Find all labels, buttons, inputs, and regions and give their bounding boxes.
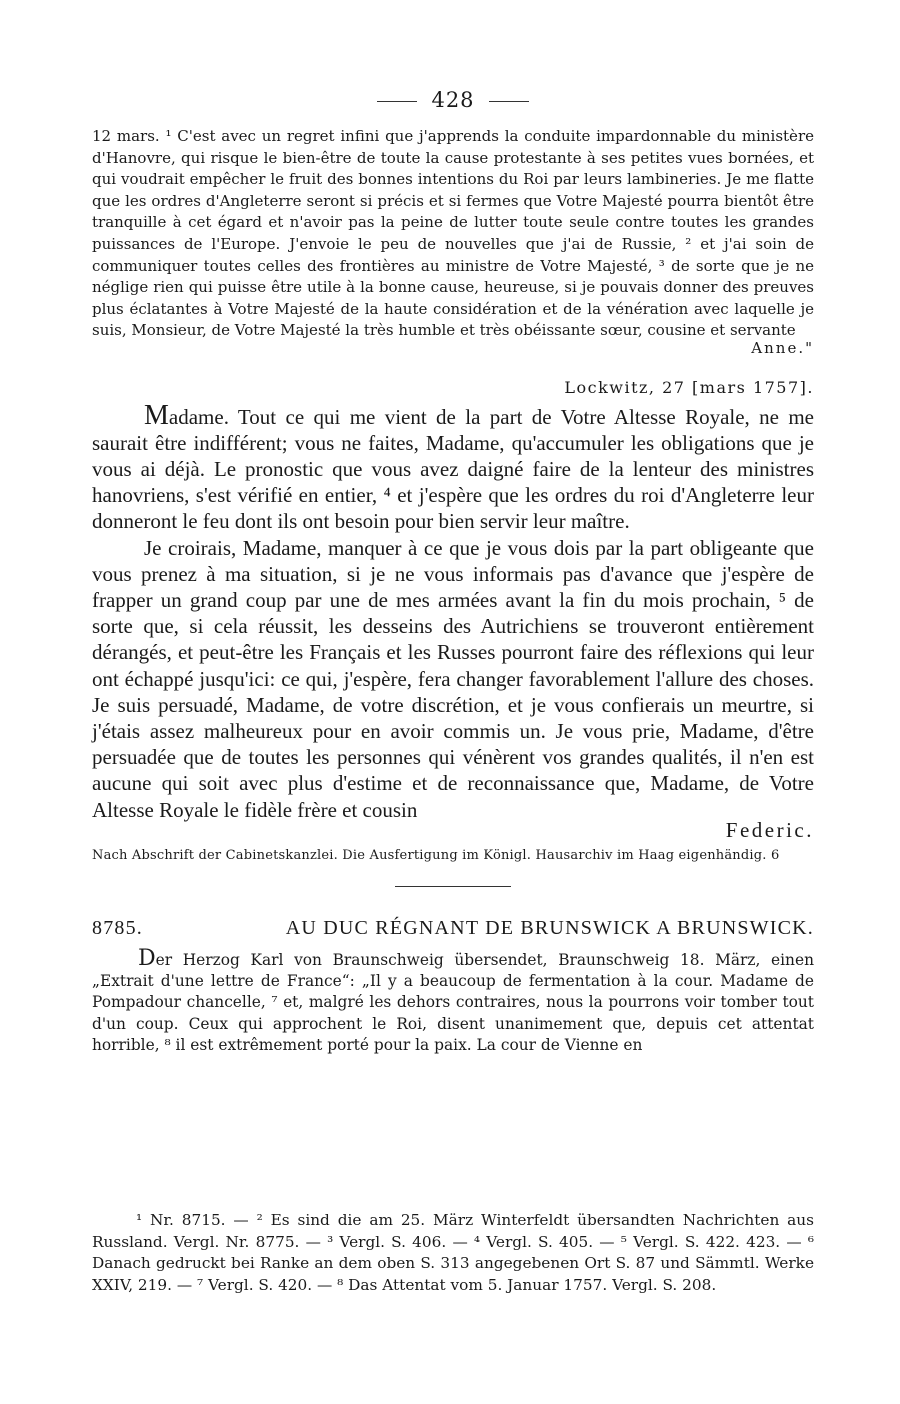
page-header bbox=[92, 88, 814, 112]
section-divider bbox=[395, 886, 511, 887]
letter-federic-paragraph-1 bbox=[92, 399, 814, 535]
section-title: AU DUC RÉGNANT DE BRUNSWICK A BRUNSWICK. bbox=[285, 916, 814, 939]
letter-dateline: Lockwitz, 27 [mars 1757]. bbox=[564, 377, 814, 397]
section-initial: D bbox=[138, 945, 156, 971]
letter-anne-signature: Anne." bbox=[751, 338, 814, 357]
section-number: 8785. bbox=[92, 916, 143, 939]
letter-federic bbox=[92, 399, 814, 843]
letter-anne bbox=[92, 126, 814, 360]
letter-federic-signature: Federic. bbox=[725, 817, 814, 842]
page-body bbox=[92, 88, 814, 1056]
letter-federic-para1-text: adame. Tout ce qui me vient de la part de Votre Altesse Royale, ne me saurait être indifférent; vous ne faites, Madame, qu'accumuler les obligations que je vous ai déjà. Le pronostic que vous avez daigné faire de la lenteur des ministres hanovriens, s'est vérifié en entier, ⁴ et j'espère que les ordres du roi d'Angleterre leur donneront le feu dont ils ont besoin pour bien servir leur maître. bbox=[92, 404, 814, 534]
header-dash-left bbox=[377, 101, 417, 102]
header-dash-right bbox=[489, 101, 529, 102]
section-body-text: er Herzog Karl von Braunschweig übersendet, Braunschweig 18. März, einen „Extrait d'une lettre de France“: „Il y a beaucoup de fermentation à la cour. Madame de Pompadour chancelle, ⁷ et, malgré les dehors contraires, nous la pourrons voir tomber tout d'un coup. Ceux qui approchent le Roi, disent unanimement que, depuis cet attentat horrible, ⁸ il est extrêmement porté pour la paix. La cour de Vienne en bbox=[92, 950, 814, 1054]
section-body bbox=[92, 945, 814, 1056]
footnotes: ¹ Nr. 8715. — ² Es sind die am 25. März Winterfeldt übersandten Nachrichten aus Russland. Vergl. Nr. 8775. — ³ Vergl. S. 406. — ⁴ Vergl. S. 405. — ⁵ Vergl. S. 422. 423. — ⁶ Danach gedruckt bei Ranke an dem oben S. 313 angegebenen Ort S. 87 und Sämmtl. Werke XXIV, 219. — ⁷ Vergl. S. 420. — ⁸ Das Attentat vom 5. Januar 1757. Vergl. S. 208. bbox=[92, 1211, 814, 1294]
letter-federic-paragraph-2: Je croirais, Madame, manquer à ce que je vous dois par la part obligeante que vous prenez à ma situation, si je ne vous informais pas d'avance que j'espère de frapper un grand coup par une de mes armées avant la fin du mois prochain, ⁵ de sorte que, si cela réussit, les desseins des Autrichiens se trouveront entièrement dérangés, et peut-être les Français et les Russes pourront faire des réflexions qui leur ont échappé jusqu'ici: ce qui, j'espère, fera changer favorablement l'allure des choses. Je suis persuadé, Madame, de votre discrétion, et je vous confierais un meurtre, si j'étais assez malheureux pour en avoir commis un. Je vous prie, Madame, d'être persuadée que de toutes les personnes qui vénèrent vos grandes qualités, il n'en est aucune qui soit avec plus d'estime et de reconnaissance que, Madame, de Votre Altesse Royale le fidèle frère et cousin bbox=[92, 535, 814, 822]
section-heading bbox=[92, 917, 814, 940]
letter-anne-text: 12 mars. ¹ C'est avec un regret infini que j'apprends la conduite impardonnable du ministère d'Hanovre, qui risque le bien-être de toute la cause protestante à ses petites vues bornées, et qui voudrait empêcher le fruit des bonnes intentions du Roi par leurs lambineries. Je me flatte que les ordres d'Angleterre seront si précis et si fermes que Votre Majesté pourra bientôt être tranquille à cet égard et n'avoir pas la peine de lutter toute seule contre toutes les grandes puissances de l'Europe. J'envoie le peu de nouvelles que j'ai de Russie, ² et j'ai soin de communiquer toutes celles des frontières au ministre de Votre Majesté, ³ de sorte que je ne néglige rien qui puisse être utile à la bonne cause, heureuse, si je pouvais donner des preuves plus éclatantes à Votre Majesté de la haute considération et de la vénération avec laquelle je suis, Monsieur, de Votre Majesté la très humble et très obéissante sœur, cousine et servante bbox=[92, 127, 814, 340]
letter-initial: M bbox=[144, 399, 169, 431]
source-note: Nach Abschrift der Cabinetskanzlei. Die Ausfertigung im Königl. Hausarchiv im Haag eigenhändig. 6 bbox=[92, 847, 780, 863]
page-number: 428 bbox=[431, 88, 475, 112]
